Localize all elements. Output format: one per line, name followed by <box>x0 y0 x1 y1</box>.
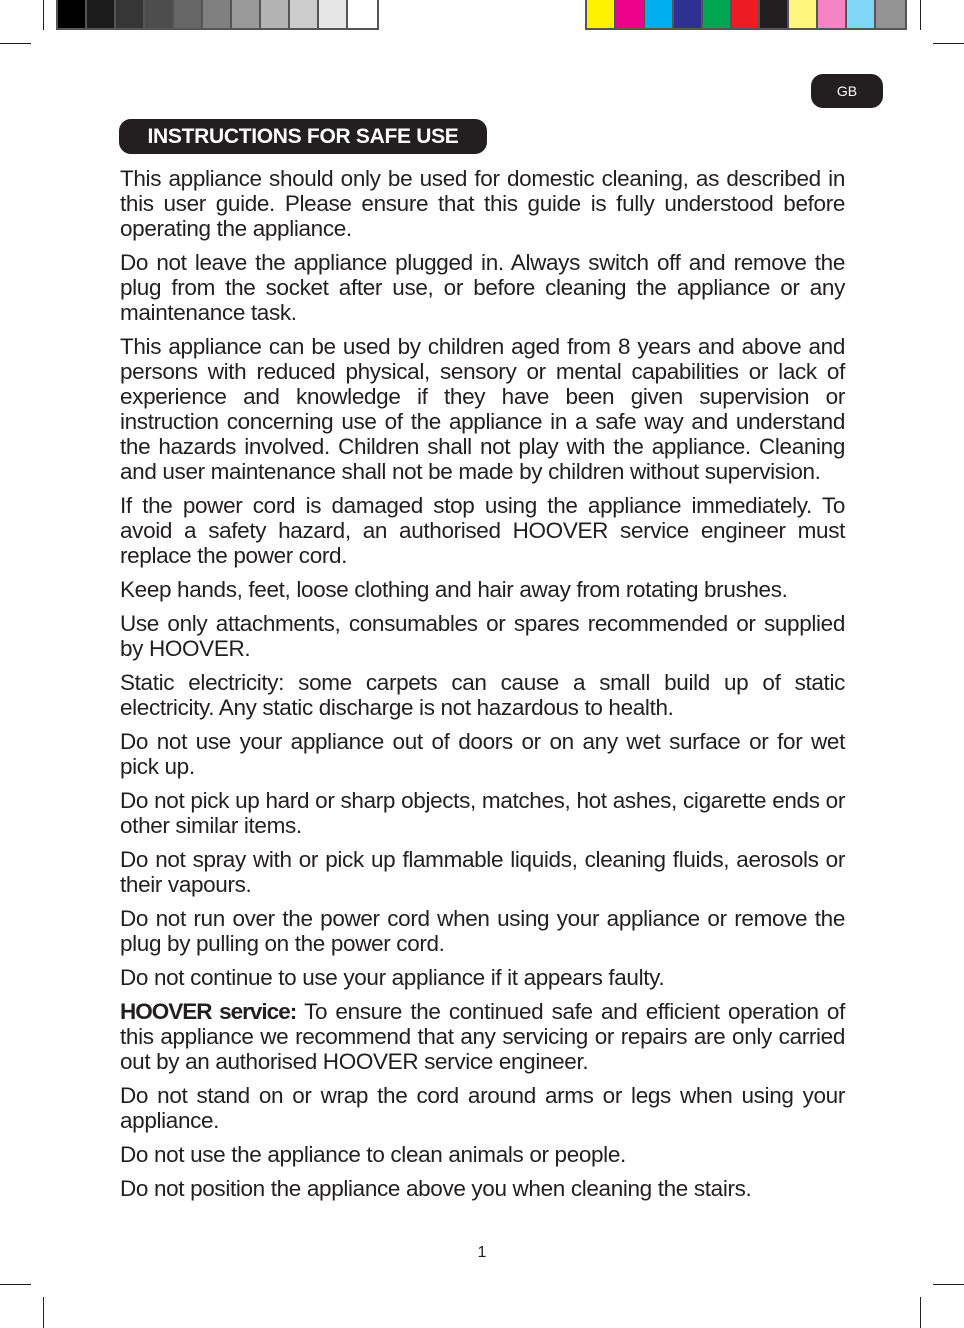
crop-mark <box>0 43 31 44</box>
color-swatch <box>645 0 674 28</box>
crop-mark <box>920 0 921 30</box>
color-swatch <box>703 0 732 28</box>
instruction-paragraph <box>120 965 845 990</box>
paragraph-text: This appliance should only be used for domestic cleaning, as described in this user guide. Please ensure that this guide is fully understood before operating the appliance. <box>120 166 845 241</box>
color-swatch <box>732 0 761 28</box>
instruction-paragraph <box>120 847 845 897</box>
color-swatch <box>58 0 87 28</box>
process-color-bar <box>585 0 907 30</box>
instruction-paragraph <box>120 729 845 779</box>
crop-mark <box>933 43 964 44</box>
paragraph-text: To ensure the continued safe and efficient operation of this appliance we recommend that any servicing or repairs are only carried out by an authorised HOOVER service engineer. <box>120 999 845 1074</box>
color-swatch <box>818 0 847 28</box>
instruction-paragraph <box>120 166 845 241</box>
crop-mark <box>920 1297 921 1328</box>
color-swatch <box>261 0 290 28</box>
color-swatch <box>290 0 319 28</box>
crop-mark <box>43 0 44 30</box>
instruction-paragraph <box>120 250 845 325</box>
paragraph-text: Do not use your appliance out of doors or on any wet surface or for wet pick up. <box>120 729 845 779</box>
crop-mark <box>933 1284 964 1285</box>
paragraph-text: Static electricity: some carpets can cause a small build up of static electricity. Any static discharge is not hazardous to health. <box>120 670 845 720</box>
color-swatch <box>674 0 703 28</box>
color-swatch <box>876 0 905 28</box>
instruction-paragraph <box>120 999 845 1074</box>
instruction-paragraph <box>120 493 845 568</box>
section-title: INSTRUCTIONS FOR SAFE USE <box>119 119 487 154</box>
instruction-paragraph <box>120 334 845 484</box>
paragraph-text: Do not spray with or pick up flammable liquids, cleaning fluids, aerosols or their vapours. <box>120 847 845 897</box>
color-swatch <box>145 0 174 28</box>
grey-color-bar <box>56 0 379 30</box>
instructions-body <box>120 166 845 1210</box>
color-swatch <box>587 0 616 28</box>
color-swatch <box>116 0 145 28</box>
crop-mark <box>0 1284 31 1285</box>
color-swatch <box>319 0 348 28</box>
paragraph-text: If the power cord is damaged stop using the appliance immediately. To avoid a safety hazard, an authorised HOOVER service engineer must replace the power cord. <box>120 493 845 568</box>
color-swatch <box>789 0 818 28</box>
color-swatch <box>174 0 203 28</box>
paragraph-text: Use only attachments, consumables or spares recommended or supplied by HOOVER. <box>120 611 845 661</box>
instruction-paragraph <box>120 670 845 720</box>
instruction-paragraph <box>120 788 845 838</box>
instruction-paragraph <box>120 577 845 602</box>
instruction-paragraph <box>120 1142 845 1167</box>
color-swatch <box>87 0 116 28</box>
page-number: 1 <box>477 1244 487 1261</box>
paragraph-text: Keep hands, feet, loose clothing and hair away from rotating brushes. <box>120 577 788 602</box>
color-swatch <box>760 0 789 28</box>
paragraph-text: Do not stand on or wrap the cord around arms or legs when using your appliance. <box>120 1083 845 1133</box>
color-swatch <box>616 0 645 28</box>
crop-mark <box>43 1297 44 1328</box>
paragraph-text: Do not use the appliance to clean animals or people. <box>120 1142 626 1167</box>
color-swatch <box>847 0 876 28</box>
color-swatch <box>232 0 261 28</box>
paragraph-text: This appliance can be used by children aged from 8 years and above and persons with reduced physical, sensory or mental capabilities or lack of experience and knowledge if they have been given supervision or instruction concerning use of the appliance in a safe way and understand the hazards involved. Children shall not play with the appliance. Cleaning and user maintenance shall not be made by children without supervision. <box>120 334 845 484</box>
language-badge: GB <box>811 74 883 108</box>
paragraph-text: Do not position the appliance above you when cleaning the stairs. <box>120 1176 752 1201</box>
paragraph-text: Do not pick up hard or sharp objects, matches, hot ashes, cigarette ends or other similar items. <box>120 788 845 838</box>
color-swatch <box>203 0 232 28</box>
paragraph-text: Do not continue to use your appliance if it appears faulty. <box>120 965 665 990</box>
instruction-paragraph <box>120 1083 845 1133</box>
instruction-paragraph <box>120 1176 845 1201</box>
instruction-paragraph <box>120 611 845 661</box>
paragraph-text: Do not leave the appliance plugged in. Always switch off and remove the plug from the socket after use, or before cleaning the appliance or any maintenance task. <box>120 250 845 325</box>
paragraph-text: Do not run over the power cord when using your appliance or remove the plug by pulling on the power cord. <box>120 906 845 956</box>
paragraph-lead: HOOVER service: <box>120 999 297 1024</box>
instruction-paragraph <box>120 906 845 956</box>
color-swatch <box>348 0 377 28</box>
